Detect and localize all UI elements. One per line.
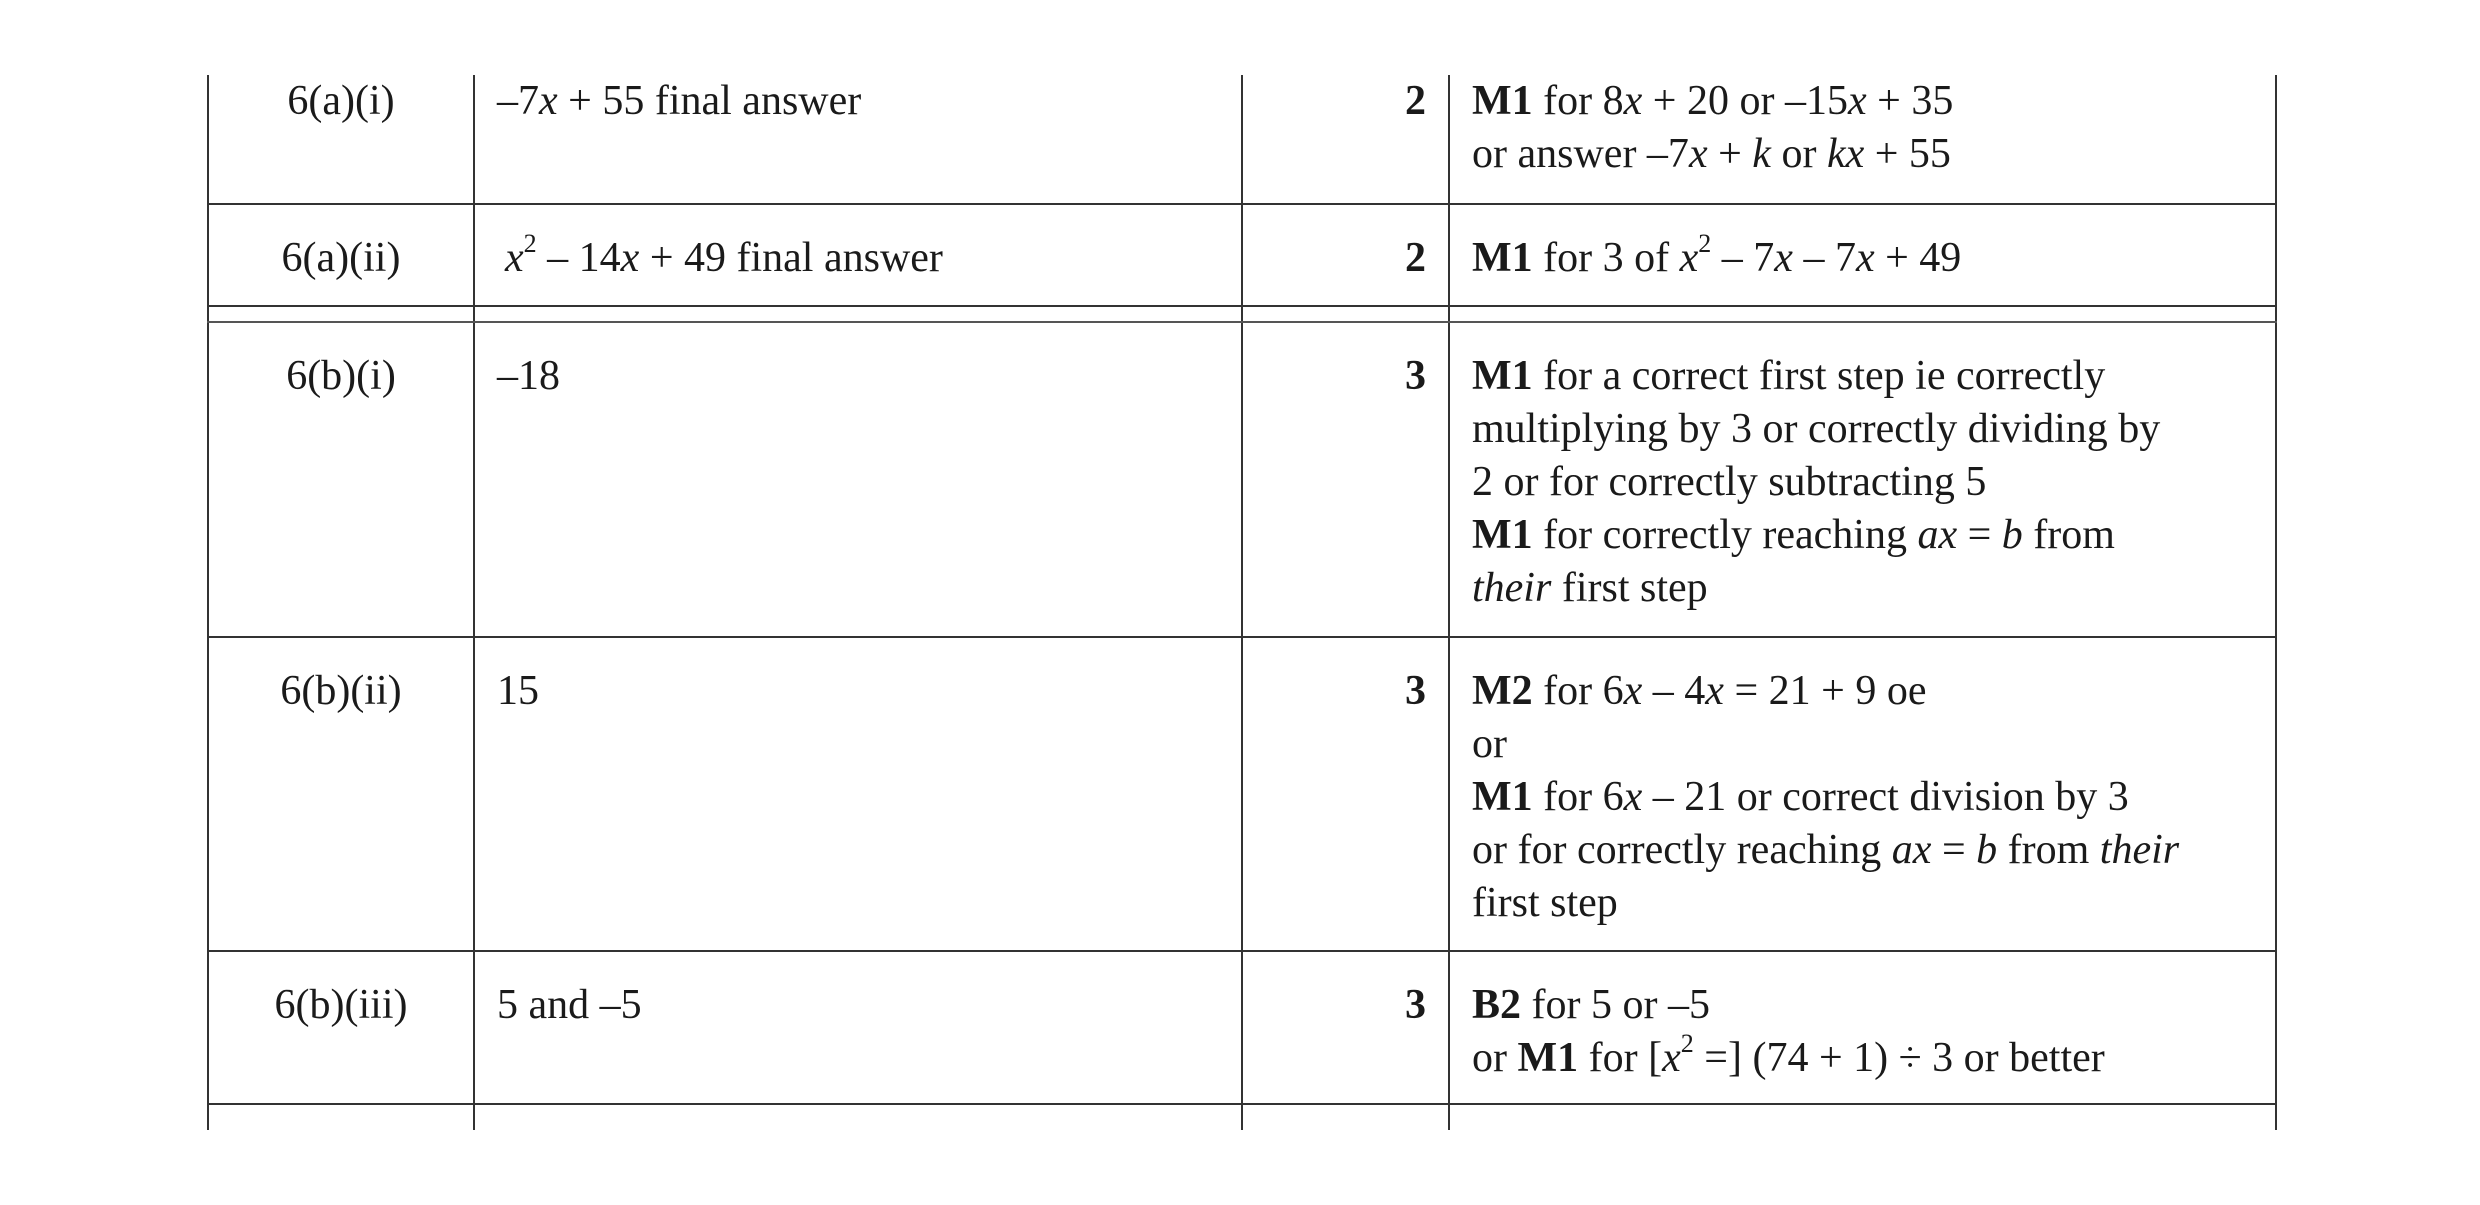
row-divider: [207, 1103, 2277, 1105]
guidance-line: M1 for 3 of $x^2 - 7x - 7x + 49$: [1472, 229, 1962, 281]
guidance-line: multiplying by 3 or correctly dividing by: [1472, 406, 2161, 452]
guidance-line: first step: [1472, 880, 1618, 926]
question-number: 6(a)(ii): [281, 235, 401, 281]
row-divider: [207, 203, 2277, 205]
mark-cell: 2: [1405, 78, 1426, 124]
question-number: 6(b)(iii): [274, 982, 408, 1028]
row-divider: [207, 636, 2277, 638]
mark-cell: 3: [1405, 668, 1426, 714]
guidance-cell: [1472, 229, 1962, 285]
column-divider-mark: [1448, 75, 1450, 1130]
guidance-line: their first step: [1472, 565, 1708, 611]
guidance-cell: [1472, 75, 1953, 181]
row-divider: [207, 305, 2277, 307]
guidance-line: 2 or for correctly subtracting 5: [1472, 459, 1987, 505]
guidance-line: or M1 for [$x^2$ =] (74 + 1) ÷ 3 or better: [1472, 1029, 2105, 1081]
answer-cell: 15: [497, 668, 539, 714]
answer-cell: –18: [497, 353, 560, 399]
guidance-line: or: [1472, 721, 1507, 767]
guidance-cell: [1472, 350, 2160, 615]
question-number: 6(b)(ii): [280, 668, 402, 714]
row-divider: [207, 950, 2277, 952]
guidance-cell: [1472, 979, 2105, 1085]
section-divider: [207, 321, 2277, 323]
guidance-line: or answer –7x + k or kx + 55: [1472, 131, 1951, 177]
question-number: 6(a)(i): [287, 78, 395, 124]
mark-cell: 2: [1405, 235, 1426, 281]
column-divider-right: [2275, 75, 2277, 1130]
answer-cell: 5 and –5: [497, 982, 642, 1028]
guidance-line: M2 for 6x – 4x = 21 + 9 oe: [1472, 668, 1927, 714]
answer-cell: $x^2 - 14x + 49$ final answer: [505, 229, 943, 281]
guidance-cell: [1472, 665, 2179, 930]
mark-cell: 3: [1405, 982, 1426, 1028]
question-number: 6(b)(i): [286, 353, 396, 399]
guidance-line: B2 for 5 or –5: [1472, 982, 1710, 1028]
guidance-line: or for correctly reaching ax = b from their: [1472, 827, 2180, 873]
guidance-line: M1 for 6x – 21 or correct division by 3: [1472, 774, 2129, 820]
answer-cell: –7x + 55 final answer: [497, 78, 862, 124]
guidance-line: M1 for a correct first step ie correctly: [1472, 353, 2106, 399]
guidance-line: M1 for correctly reaching ax = b from: [1472, 512, 2115, 558]
guidance-line: M1 for 8x + 20 or –15x + 35: [1472, 78, 1954, 124]
mark-cell: 3: [1405, 353, 1426, 399]
